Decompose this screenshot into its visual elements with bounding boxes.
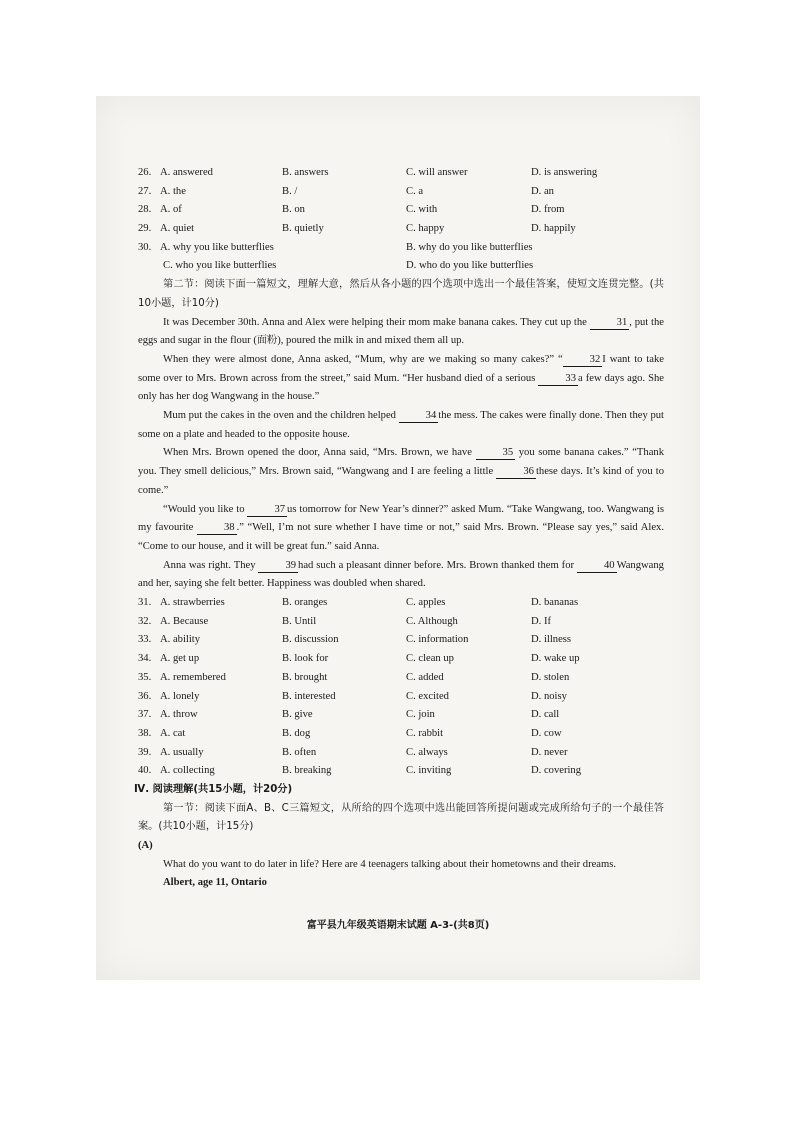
text: Wangwang and her, saying she felt better. Happiness was doubled when shared. (138, 559, 664, 590)
option-a (138, 706, 282, 725)
option-a (138, 613, 282, 632)
option-c: C. apples (406, 597, 446, 609)
option-d: D. cow (531, 727, 562, 739)
text: “Would you like to (163, 503, 245, 515)
option-d: D. stolen (531, 671, 570, 683)
option-text: A. remembered (160, 671, 226, 683)
option-c: C. information (406, 634, 469, 646)
option-d: D. covering (531, 765, 582, 777)
option-row (138, 183, 664, 202)
blank-32: 32 (563, 353, 603, 367)
question-number: 37. (138, 709, 152, 721)
option-d: D. an (531, 185, 554, 197)
option-row (138, 220, 664, 239)
blank-33: 33 (538, 372, 578, 386)
question-number: 30. (138, 241, 152, 253)
passage-paragraph-5 (138, 501, 664, 557)
question-number: 26. (138, 167, 152, 178)
text: ), poured the milk in and mixed them all up. (277, 335, 465, 347)
text: , put the eggs and sugar in the flour ( (138, 316, 664, 347)
question-number: 28. (138, 204, 152, 216)
text: I want to take some over to Mrs. Brown across from the street,” said Mum. “Her husband died of a serious (138, 353, 664, 384)
option-d: D. never (531, 746, 568, 758)
option-b: B. on (282, 204, 305, 216)
option-text: A. collecting (160, 765, 215, 777)
option-b: B. give (282, 709, 313, 721)
option-text: A. the (160, 185, 186, 197)
option-text: A. ability (160, 634, 201, 646)
option-row-30-cd (138, 257, 664, 276)
question-number: 38. (138, 727, 152, 739)
chinese-gloss: 面粉 (256, 335, 278, 347)
option-a (138, 164, 282, 183)
option-row-30 (138, 239, 664, 258)
option-a (138, 220, 282, 239)
passage-paragraph-3 (138, 407, 664, 444)
option-text: A. usually (160, 746, 204, 758)
option-d: D. call (531, 709, 560, 721)
option-text: A. throw (160, 709, 198, 721)
option-b: B. brought (282, 671, 328, 683)
option-b: B. Until (282, 615, 317, 627)
option-b: B. / (282, 185, 298, 197)
option-row (138, 201, 664, 220)
option-c: C. clean up (406, 653, 454, 665)
option-b: B. breaking (282, 765, 332, 777)
question-number: 40. (138, 765, 152, 777)
question-number: 31. (138, 597, 152, 609)
text: It was December 30th. Anna and Alex were helping their mom make banana cakes. They cut up the (163, 316, 587, 328)
option-d: D. If (531, 615, 552, 627)
option-d: D. from (531, 204, 565, 216)
option-c: C. with (406, 204, 438, 216)
blank-31: 31 (590, 316, 630, 330)
text: When they were almost done, Anna asked, “Mum, why are we making so many cakes?” “ (163, 353, 563, 365)
option-row (138, 669, 664, 688)
option-row (138, 744, 664, 763)
part4-instruction: 第一节：阅读下面A、B、C三篇短文，从所给的四个选项中选出能回答所提问题或完成所给句子的一个最佳答案。(共10小题，计15分) (138, 802, 664, 833)
option-b: B. interested (282, 690, 336, 702)
option-text: A. why you like butterflies (160, 241, 274, 253)
option-a (138, 744, 282, 763)
text: a few days ago. She only has her dog Wangwang in the house.” (138, 372, 664, 403)
option-row (138, 725, 664, 744)
question-number: 36. (138, 690, 152, 702)
option-row (138, 650, 664, 669)
option-text: A. of (160, 204, 182, 216)
part4-heading: Ⅳ. 阅读理解(共15小题，计20分) (134, 783, 293, 795)
option-c: C. will answer (406, 167, 468, 178)
text: the mess. The cakes were finally done. Then they put some on a plate and headed to the opposite house. (138, 410, 664, 440)
options-31-40 (138, 594, 664, 781)
option-c: C. excited (406, 690, 449, 702)
option-b: B. discussion (282, 634, 339, 646)
text: these days. It’s kind of you to come.” (138, 466, 665, 496)
option-a (138, 594, 282, 613)
option-text: A. answered (160, 167, 213, 178)
passage-paragraph-6 (138, 557, 664, 594)
text: us tomorrow for New Year’s dinner?” asked Mum. “Take Wangwang, too. Wangwang is my favourite (138, 503, 664, 534)
option-row (138, 613, 664, 632)
blank-39: 39 (258, 559, 298, 573)
option-d: D. happily (531, 223, 576, 235)
text: .” “Well, I’m not sure whether I have time or not,” said Mrs. Brown. “Please say yes,” said Alex. “Come to our house, and it will be great fun.” said Anna. (138, 522, 664, 552)
option-text: A. strawberries (160, 597, 225, 609)
text: had such a pleasant dinner before. Mrs. Brown thanked them for (298, 559, 575, 571)
speaker-albert: Albert, age 11, Ontario (163, 877, 267, 889)
option-c: C. rabbit (406, 727, 444, 739)
option-c: C. a (406, 185, 424, 197)
exam-content (134, 164, 665, 893)
passage-paragraph-2 (138, 351, 664, 407)
option-b: B. often (282, 746, 317, 758)
blank-37: 37 (247, 503, 287, 517)
option-c: C. inviting (406, 765, 452, 777)
blank-36: 36 (496, 465, 536, 479)
option-30-c: C. who you like butterflies (163, 260, 277, 272)
option-a (138, 631, 282, 650)
option-a (138, 201, 282, 220)
option-row (138, 706, 664, 725)
section2-instruction: 第二节：阅读下面一篇短文，理解大意，然后从各小题的四个选项中选出一个最佳答案，使短文连贯完整。(共10小题，计10分) (138, 279, 664, 309)
passage-a-intro: What do you want to do later in life? Here are 4 teenagers talking about their hometowns and their dreams. (163, 858, 617, 870)
option-a (138, 650, 282, 669)
text: Anna was right. They (163, 559, 256, 571)
question-number: 34. (138, 653, 152, 665)
question-number: 32. (138, 615, 152, 627)
question-number: 27. (138, 185, 152, 197)
blank-38: 38 (197, 521, 237, 535)
option-b: B. dog (282, 727, 311, 739)
option-text: A. cat (160, 727, 186, 739)
option-30-a (138, 239, 406, 258)
text: Mum put the cakes in the oven and the children helped (163, 410, 396, 422)
option-row (138, 164, 664, 183)
option-b: B. oranges (282, 597, 328, 609)
option-row (138, 762, 664, 781)
blank-34: 34 (399, 409, 439, 423)
option-row (138, 688, 664, 707)
text: When Mrs. Brown opened the door, Anna said, “Mrs. Brown, we have (163, 447, 472, 459)
passage-a-label: (A) (138, 840, 153, 852)
option-c: C. always (406, 746, 448, 758)
option-d: D. is answering (531, 167, 598, 178)
option-row (138, 631, 664, 650)
question-number: 33. (138, 634, 152, 646)
option-d: D. wake up (531, 653, 580, 665)
option-a (138, 669, 282, 688)
passage-paragraph-4 (138, 444, 664, 500)
option-a (138, 725, 282, 744)
question-number: 39. (138, 746, 152, 758)
option-c: C. Although (406, 615, 458, 627)
option-text: A. quiet (160, 223, 195, 235)
passage-paragraph-1 (138, 314, 664, 351)
option-d: D. illness (531, 634, 572, 646)
option-c: C. happy (406, 223, 445, 235)
option-b: B. look for (282, 653, 329, 665)
option-b: B. answers (282, 167, 329, 178)
option-row (138, 594, 664, 613)
option-a (138, 688, 282, 707)
question-number: 29. (138, 223, 152, 235)
option-d: D. bananas (531, 597, 579, 609)
option-d: D. noisy (531, 690, 567, 702)
option-b: B. quietly (282, 223, 324, 235)
option-a (138, 762, 282, 781)
blank-35: 35 (476, 446, 516, 460)
page-footer: 富平县九年级英语期末试题 A-3-(共8页) (306, 920, 490, 931)
blank-40: 40 (577, 559, 617, 573)
option-30-d: D. who do you like butterflies (406, 260, 534, 272)
option-30-b: B. why do you like butterflies (406, 241, 533, 253)
option-text: A. get up (160, 653, 200, 665)
option-text: A. lonely (160, 690, 200, 702)
option-c: C. join (406, 709, 435, 721)
question-number: 35. (138, 671, 152, 683)
options-26-29 (138, 164, 664, 239)
option-c: C. added (406, 671, 444, 683)
option-a (138, 183, 282, 202)
option-text: A. Because (160, 615, 209, 627)
text: you some banana cakes.” “Thank you. They smell delicious,” Mrs. Brown said, “Wangwang and I are feeling a little (138, 447, 664, 478)
